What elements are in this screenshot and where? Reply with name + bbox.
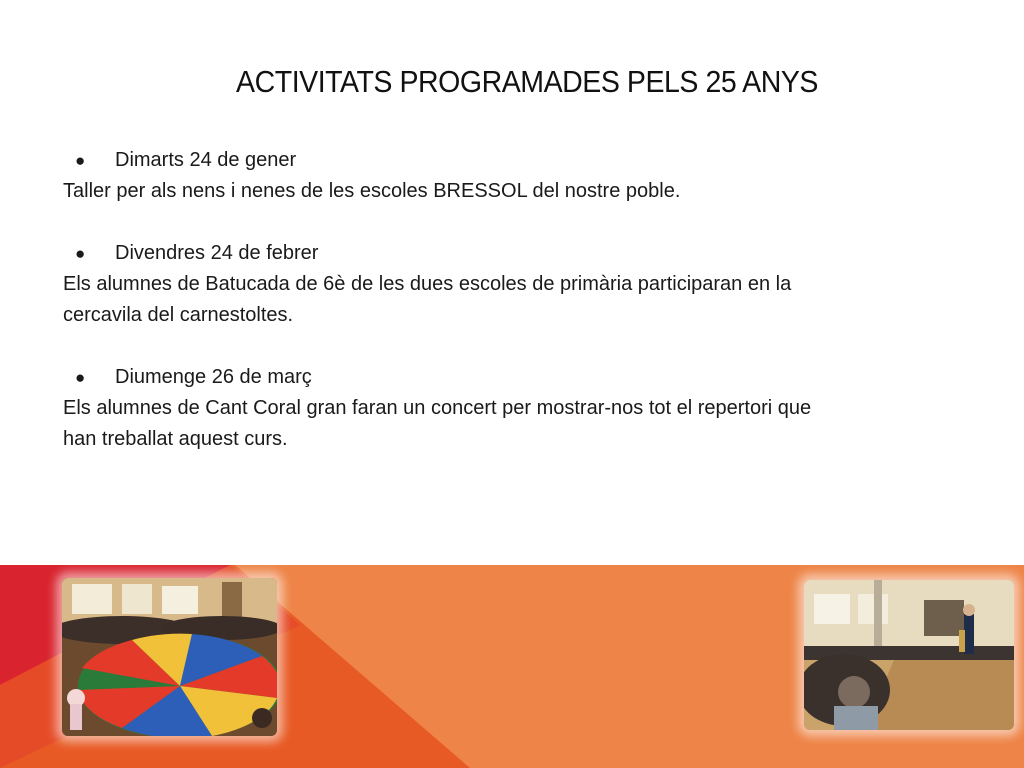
item-description: han treballat aquest curs.	[63, 428, 288, 450]
list-item	[63, 238, 993, 331]
bullet-dot-icon: ●	[75, 151, 86, 170]
item-description: Els alumnes de Batucada de 6è de les dues escoles de primària participaran en la	[63, 273, 792, 295]
list-item	[63, 145, 993, 207]
bullet-dot-icon: ●	[75, 244, 86, 263]
item-date: Diumenge 26 de març	[115, 366, 312, 388]
item-date: Divendres 24 de febrer	[115, 242, 319, 264]
item-description: Els alumnes de Cant Coral gran faran un concert per mostrar-nos tot el repertori que	[63, 397, 812, 419]
bullet-dot-icon: ●	[75, 368, 86, 387]
concert-image	[804, 580, 1014, 730]
item-description: Taller per als nens i nenes de les escoles BRESSOL del nostre poble.	[63, 180, 681, 202]
slide-title: ACTIVITATS PROGRAMADES PELS 25 ANYS	[236, 64, 818, 99]
photo-concert-hall	[804, 580, 1014, 730]
parachute-image	[62, 578, 277, 736]
slide-body	[63, 145, 993, 455]
item-description: cercavila del carnestoltes.	[63, 304, 294, 326]
item-date: Dimarts 24 de gener	[115, 149, 297, 171]
list-item	[63, 362, 993, 455]
photo-parachute-children	[62, 578, 277, 736]
